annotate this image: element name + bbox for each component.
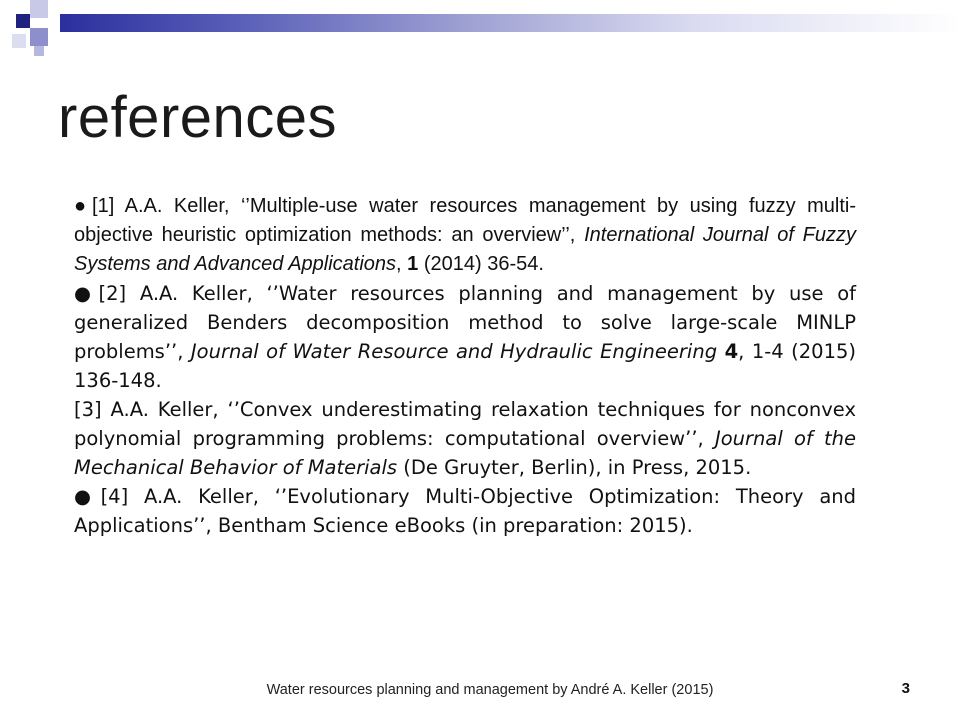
- slide-title: references: [58, 85, 338, 150]
- page-number: 3: [901, 680, 910, 697]
- separator: [717, 340, 724, 363]
- reference-item-2: [74, 279, 856, 395]
- corner-square-small: [34, 46, 44, 56]
- references-list: [74, 192, 856, 540]
- separator: ,: [396, 253, 408, 275]
- footer-text: Water resources planning and management by André A. Keller (2015): [266, 682, 714, 698]
- bullet: ●: [74, 282, 99, 305]
- volume: 4: [724, 340, 739, 363]
- bullet: ●: [74, 485, 101, 508]
- reference-tail: , 1-4 (2015) 136-148.: [74, 340, 856, 392]
- reference-text: [2] A.A. Keller, ‘’Water resources planning and management by use of generalized Benders decomposition method to solve large-scale MINLP problems’’,: [74, 282, 857, 363]
- volume: 1: [407, 253, 419, 275]
- corner-square-pale: [12, 34, 26, 48]
- corner-square-light: [30, 0, 48, 18]
- reference-text: [4] A.A. Keller, ‘’Evolutionary Multi-Objective Optimization: Theory and Applications’’, Bentham Science eBooks (in preparation: 2015).: [74, 485, 857, 537]
- journal-name: International Journal of Fuzzy Systems and Advanced Applications: [74, 224, 856, 275]
- reference-item-1: [74, 192, 856, 279]
- reference-item-4: [74, 482, 856, 540]
- journal-name: Journal of the Mechanical Behavior of Materials: [74, 427, 857, 479]
- bullet: ●: [74, 195, 93, 217]
- corner-square-dark: [16, 14, 30, 28]
- reference-tail: (2014) 36-54.: [418, 253, 544, 275]
- reference-tail: (De Gruyter, Berlin), in Press, 2015.: [397, 456, 752, 479]
- header-gradient-bar: [60, 14, 960, 32]
- reference-item-3: [74, 395, 856, 482]
- reference-text: [3] A.A. Keller, ‘’Convex underestimating relaxation techniques for nonconvex polynomial programming problems: computational overview’’,: [74, 398, 856, 450]
- journal-name: Journal of Water Resource and Hydraulic Engineering: [190, 340, 718, 363]
- reference-text: [1] A.A. Keller, ‘’Multiple-use water resources management by using fuzzy multi-objective heuristic optimization methods: an overview’’,: [74, 195, 856, 246]
- corner-square-mid: [30, 28, 48, 46]
